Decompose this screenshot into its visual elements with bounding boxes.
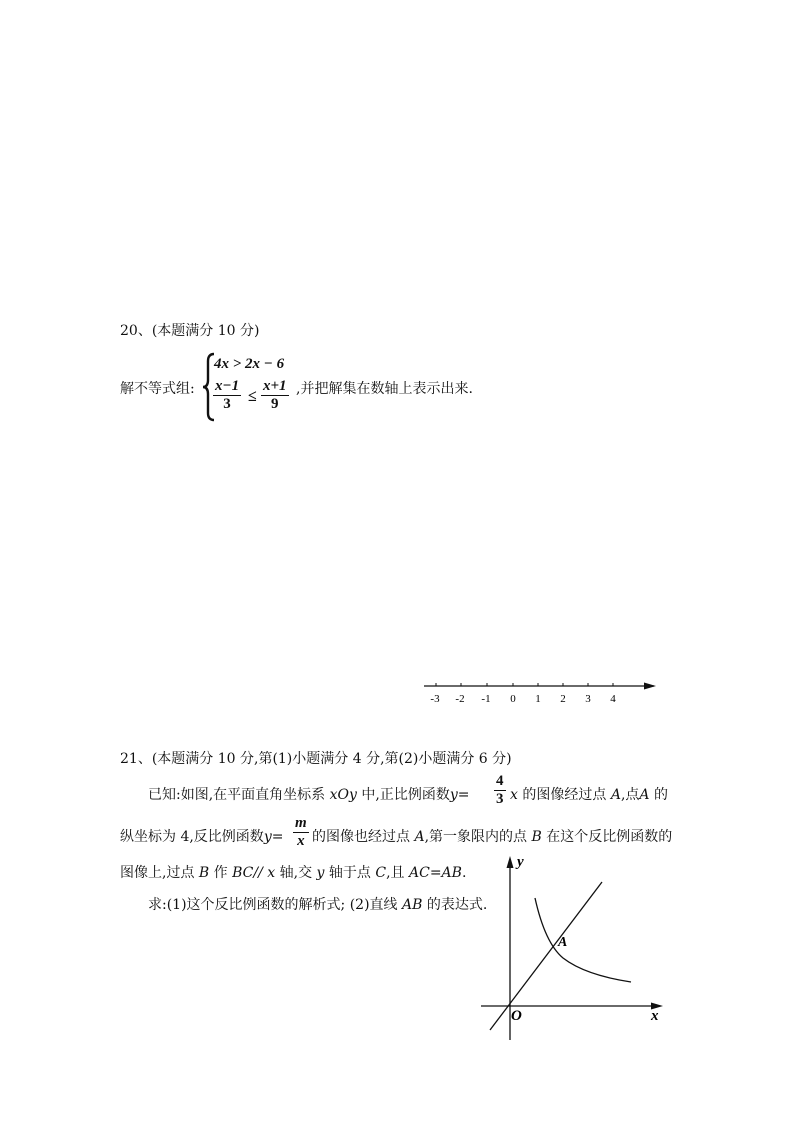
fraction-4-over-3	[494, 773, 506, 808]
text: ,且	[386, 865, 405, 881]
q21-line-1	[148, 784, 469, 804]
tick-label: 4	[610, 693, 616, 705]
origin-label: O	[511, 1008, 522, 1024]
text: 作	[213, 865, 228, 881]
text: 的	[653, 787, 668, 803]
frac1-num: 4	[496, 773, 504, 789]
hyperbola-curve	[535, 898, 631, 982]
text: y	[449, 787, 458, 803]
q21-line-4	[148, 894, 487, 914]
tick-label: -3	[430, 693, 440, 705]
q20-header: 20、(本题满分 10 分)	[120, 323, 260, 339]
fraction-m-over-x	[293, 815, 309, 850]
coordinate-graph	[475, 848, 675, 1048]
ineq2-right-fraction	[261, 378, 289, 413]
text: =	[271, 829, 284, 845]
inequality-1: 4x > 2x − 6	[214, 356, 285, 372]
text: x	[510, 787, 518, 803]
number-line	[420, 676, 670, 706]
x-axis-label: x	[651, 1008, 659, 1024]
text: BC	[232, 865, 254, 881]
ineq2-operator: ≤	[248, 388, 257, 405]
q20-prompt: 解不等式组:	[120, 381, 195, 397]
ineq2-right-num: x+1	[263, 378, 287, 394]
text: 的表达式.	[426, 897, 488, 913]
frac2-den: x	[297, 833, 305, 849]
tick-label: -2	[455, 693, 465, 705]
text: 的图像也经过点	[312, 829, 410, 845]
text: B	[531, 829, 542, 845]
text: 中,正比例函数	[361, 787, 450, 803]
proportional-line	[490, 882, 602, 1030]
frac2-num: m	[295, 815, 307, 831]
text: 在这个反比例函数的	[546, 829, 673, 845]
text: A	[414, 829, 425, 845]
text: 纵坐标为 4,反比例函数	[120, 829, 264, 845]
text: .	[461, 865, 467, 881]
text: 轴,交	[279, 865, 313, 881]
text: A	[639, 787, 650, 803]
y-axis-label: y	[517, 854, 524, 870]
q21-line-2	[120, 826, 283, 846]
q21-line-3	[120, 862, 466, 882]
text: =	[457, 787, 470, 803]
text: y	[263, 829, 272, 845]
text: B	[198, 865, 210, 881]
text: 的图像经过点	[522, 787, 607, 803]
text: ,点	[620, 787, 640, 803]
text: y	[316, 865, 325, 881]
q21-line-1b	[510, 784, 668, 804]
text: 已知:如图,在平面直角坐标系	[148, 787, 326, 803]
text: =	[429, 865, 442, 881]
text: A	[610, 787, 621, 803]
text: AB	[402, 897, 423, 913]
tick-label: 1	[535, 693, 541, 705]
tick-label: -1	[481, 693, 491, 705]
text: //	[253, 865, 263, 881]
q21-header: 21、(本题满分 10 分,第(1)小题满分 4 分,第(2)小题满分 6 分)	[120, 751, 512, 767]
text: x	[267, 865, 276, 881]
text: AC	[408, 865, 430, 881]
q21-line-2b	[312, 826, 672, 846]
tick-label: 0	[510, 693, 516, 705]
text: C	[375, 865, 387, 881]
point-a-label: A	[558, 935, 568, 950]
y-axis-arrow	[507, 856, 514, 868]
ineq2-right-den: 9	[271, 396, 279, 412]
ineq2-left-fraction	[213, 378, 241, 413]
tick-label: 2	[560, 693, 566, 705]
text: ,第一象限内的点	[424, 829, 528, 845]
text: 图像上,过点	[120, 865, 195, 881]
text: AB	[441, 865, 462, 881]
text: xOy	[329, 787, 357, 803]
ineq2-left-den: 3	[223, 396, 231, 412]
frac1-den: 3	[496, 791, 504, 807]
text: 求:(1)这个反比例函数的解析式; (2)直线	[148, 897, 398, 913]
tick-label: 3	[585, 693, 591, 705]
text: 轴于点	[328, 865, 371, 881]
ineq2-left-num: x−1	[215, 378, 240, 394]
q20-tail: ,并把解集在数轴上表示出来.	[296, 381, 473, 397]
